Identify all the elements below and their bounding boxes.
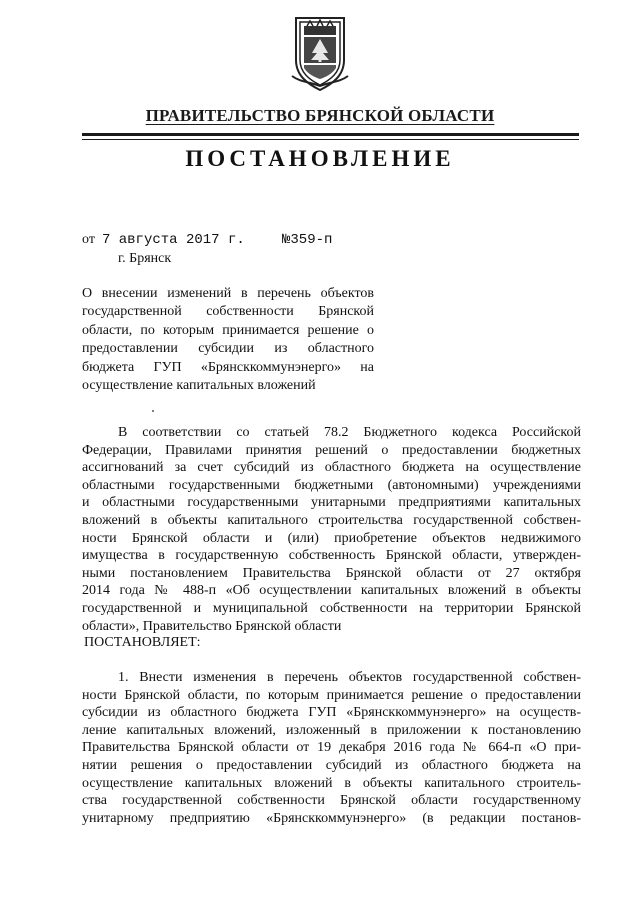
paragraph-line: имущества в государственную собственность Брянской области, утвержден- [82, 548, 581, 564]
paragraph-line: ассигнований за счет субсидий из областного бюджета на осуществление [82, 460, 581, 476]
subject-line: области, по которым принимается решение о [82, 322, 374, 338]
paragraph-line: субсидии из областного бюджета ГУП «Брянсккоммунэнерго» на осуществ- [82, 705, 581, 721]
decree-word: ПОСТАНОВЛЯЕТ: [84, 635, 201, 650]
subject-line: бюджета ГУП «Брянсккоммунэнерго» на [82, 359, 374, 375]
paragraph-line: государственной и муниципальной собственности на территории Брянской [82, 600, 581, 616]
document-subject [82, 285, 374, 395]
paragraph-line: Федерации, Правилами принятия решений о предоставлении бюджетных [82, 442, 581, 458]
paragraph-line: Правительства Брянской области от 19 декабря 2016 года № 664-п «О при- [82, 740, 581, 756]
paragraph-line: 2014 года № 488-п «Об осуществлении капитальных вложений в объекты [82, 583, 581, 599]
paragraph-line: ности Брянской области, по которым принимается решение о предоставлении [82, 687, 581, 703]
scan-speck [152, 410, 154, 412]
preamble-paragraph [82, 424, 581, 635]
document-date: 7 августа 2017 г. [101, 232, 245, 248]
subject-line: О внесении изменений в перечень объектов [82, 286, 374, 301]
header-rule-thick [82, 133, 579, 136]
paragraph-line: В соответствии со статьей 78.2 Бюджетного кодекса Российской [118, 425, 581, 440]
paragraph-line: ными постановлением Правительства Брянской области от 27 октября [82, 565, 581, 581]
document-city: г. Брянск [118, 251, 172, 266]
subject-line: государственной собственности Брянской [82, 304, 374, 320]
coat-of-arms-icon [290, 16, 350, 92]
paragraph-line: области», Правительство Брянской области [82, 618, 342, 634]
paragraph-line: осуществление капитальных вложений в объекты капитального строитель- [82, 775, 581, 791]
government-title: ПРАВИТЕЛЬСТВО БРЯНСКОЙ ОБЛАСТИ [145, 106, 495, 125]
header-rule-thin [82, 139, 579, 140]
paragraph-line: вложений в объекты капитального строительства государственной собствен- [82, 512, 581, 528]
subject-line: предоставлении субсидии из областного [82, 341, 374, 357]
paragraph-line: ства государственной собственности Брянской области государственному [82, 793, 581, 809]
document-number: №359-п [282, 232, 333, 248]
subject-line: осуществление капитальных вложений [82, 378, 316, 394]
document-type-title: ПОСТАНОВЛЕНИЕ [185, 146, 455, 171]
date-prefix: от [82, 232, 95, 247]
paragraph-line: ности Брянской области и (или) приобретение объектов недвижимого [82, 530, 581, 546]
paragraph-line: 1. Внести изменения в перечень объектов государственной собствен- [118, 670, 581, 685]
paragraph-line: и областными государственными унитарными предприятиями капитальных [82, 495, 581, 511]
paragraph-line: нятии решения о предоставлении субсидий из областного бюджета на [82, 757, 581, 773]
paragraph-line: областными государственными бюджетными (автономными) учреждениями [82, 477, 581, 493]
paragraph-line: унитарному предприятию «Брянсккоммунэнерго» (в редакции постанов- [82, 810, 581, 826]
date-line [82, 232, 245, 248]
item-1-paragraph [82, 669, 581, 827]
paragraph-line: ление капитальных вложений, изложенный в приложении к постановлению [82, 722, 581, 738]
